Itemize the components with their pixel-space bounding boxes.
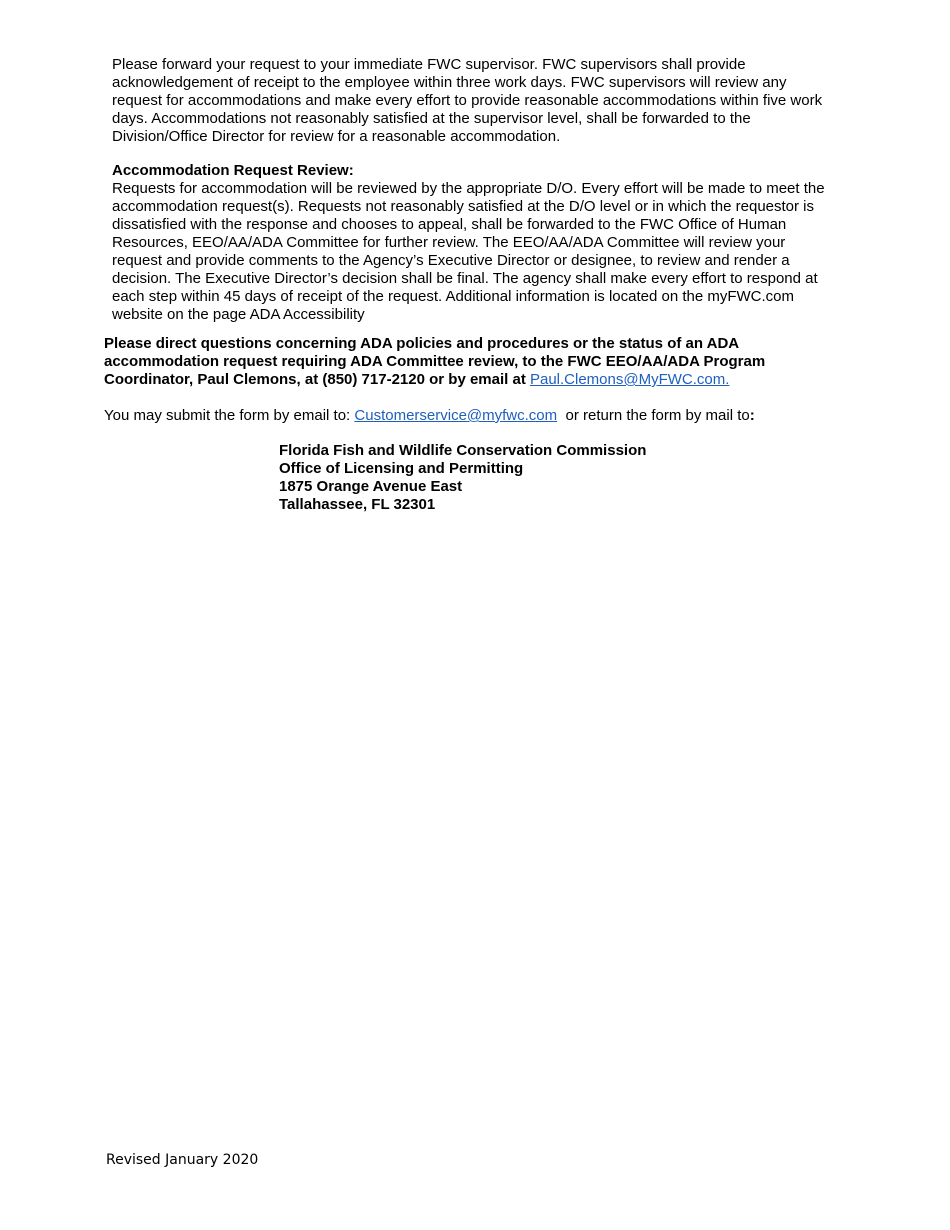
submit-paragraph — [104, 407, 864, 425]
submit-colon: : — [749, 407, 755, 424]
address-line-4: Tallahassee, FL 32301 — [279, 496, 436, 513]
mailing-address — [279, 442, 646, 514]
contact-text: Please direct questions concerning ADA policies and procedures or the status of an ADA accommodation request requiring ADA Committee review, to the FWC EEO/AA/ADA Program Coordinator, Paul Clemons, at (850) 717-2120 or by email at — [104, 335, 766, 388]
submit-prefix: You may submit the form by email to: — [104, 407, 351, 424]
review-heading: Accommodation Request Review: — [112, 162, 354, 179]
address-line-3: 1875 Orange Avenue East — [279, 478, 463, 495]
intro-paragraph: Please forward your request to your immediate FWC supervisor. FWC supervisors shall provide acknowledgement of receipt to the employee within three work days. FWC supervisors will review any request for accommodations and make every effort to provide reasonable accommodations within five work days. Accommodations not reasonably satisfied at the supervisor level, shall be forwarded to the Division/Office Director for review for a reasonable accommodation. — [112, 56, 823, 145]
contact-paragraph — [104, 335, 824, 389]
address-line-1: Florida Fish and Wildlife Conservation Commission — [279, 442, 647, 459]
contact-email-link[interactable]: Paul.Clemons@MyFWC.com. — [529, 371, 730, 388]
review-body: Requests for accommodation will be reviewed by the appropriate D/O. Every effort will be made to meet the accommodation request(s). Requests not reasonably satisfied at the D/O level or in which the requestor is dissatisfied with the response and chooses to appeal, shall be forwarded to the FWC Office of Human Resources, EEO/AA/ADA Committee for further review. The EEO/AA/ADA Committee will review your request and provide comments to the Agency’s Executive Director or designee, to review and render a decision. The Executive Director’s decision shall be final. The agency shall make every effort to respond at each step within 45 days of receipt of the request. Additional information is located on the myFWC.com website on the page ADA Accessibility — [112, 180, 825, 323]
address-line-2: Office of Licensing and Permitting — [279, 460, 524, 477]
customer-service-email-link[interactable]: Customerservice@myfwc.com — [354, 407, 558, 424]
submit-suffix: or return the form by mail to — [565, 407, 750, 424]
revision-footer: Revised January 2020 — [106, 1152, 259, 1168]
